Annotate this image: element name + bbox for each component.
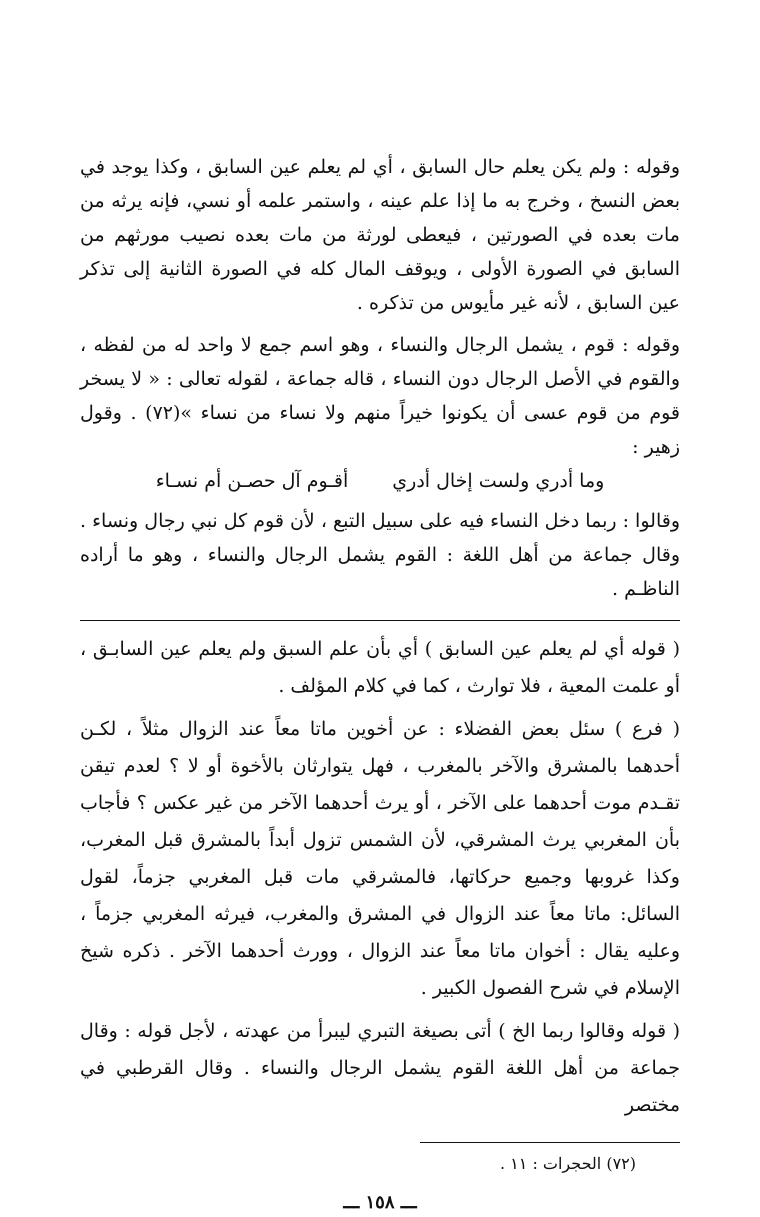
main-paragraph-3: وقالوا : ربما دخل النساء فيه على سبيل التبع ، لأن قوم كل نبي رجال ونساء . وقال جماعة من أهل اللغة : القوم يشمل الرجال والنساء ، وهو ما أراده الناظـم . bbox=[80, 510, 680, 600]
main-text-section bbox=[80, 150, 680, 606]
verse-second-hemistich: أقـوم آل حصـن أم نسـاء bbox=[155, 470, 349, 492]
commentary-paragraph-3: ( قوله وقالوا ربما الخ ) أتى بصيغة التبري ليبرأ من عهدته ، لأجل قوله : وقال جماعة من أهل اللغة القوم يشمل الرجال والنساء . وقال القرطبي في مختصر bbox=[80, 1020, 680, 1116]
footnote: (٧٢) الحجرات : ١١ . bbox=[500, 1154, 636, 1173]
main-paragraph-1: وقوله : ولم يكن يعلم حال السابق ، أي لم يعلم عين السابق ، وكذا يوجد في بعض النسخ ، وخرج به ما إذا علم عينه ، واستمر علمه أو نسي، فإنه يرثه من مات بعده في الصورتين ، فيعطى لورثة من مات بعده نصيب مورثهم من السابق في الصورة الأولى ، ويوقف المال كله في الصورة الثانية إلى تذكر عين السابق ، لأنه غير مأيوس من تذكره . bbox=[80, 156, 680, 314]
footnote-divider bbox=[420, 1142, 680, 1143]
book-page bbox=[80, 150, 680, 1217]
poetry-verse bbox=[80, 464, 680, 498]
commentary-paragraph-1: ( قوله أي لم يعلم عين السابق ) أي بأن علم السبق ولم يعلم عين السابـق ، أو علمت المعية ، فلا توارث ، كما في كلام المؤلف . bbox=[80, 638, 680, 697]
page-number: ـــ ١٥٨ ـــ bbox=[343, 1192, 417, 1213]
main-paragraph-2: وقوله : قوم ، يشمل الرجال والنساء ، وهو اسم جمع لا واحد له من لفظه ، والقوم في الأصل الرجال دون النساء ، قاله جماعة ، لقوله تعالى : « لا يسخر قوم من قوم عسى أن يكونوا خيراً منهم ولا نساء من نساء »(٧٢) . وقول زهير : bbox=[80, 334, 680, 458]
main-text-divider bbox=[80, 620, 680, 621]
verse-first-hemistich: وما أدري ولست إخال أدري bbox=[392, 470, 605, 492]
commentary-section bbox=[80, 631, 680, 1124]
commentary-paragraph-2: ( فرع ) سئل بعض الفضلاء : عن أخوين ماتا معاً عند الزوال مثلاً ، لكـن أحدهما بالمشرق والآخر بالمغرب ، فهل يتوارثان بالأخوة أو لا ؟ لعدم تيقن تقـدم موت أحدهما على الآخر ، أو يرث أحدهما الآخر من غير عكس ؟ فأجاب بأن المغربي يرث المشرقي، لأن الشمس تزول أبداً بالمشرق قبل المغرب، وكذا غروبها وجميع حركاتها، فالمشرقي مات قبل المغربي جزماً، لقول السائل: ماتا معاً عند الزوال في المشرق والمغرب، فيرثه المغربي جزماً ، وعليه يقال : أخوان ماتا معاً عند الزوال ، وورث أحدهما الآخر . ذكره شيخ الإسلام في شرح الفصول الكبير . bbox=[80, 718, 680, 999]
